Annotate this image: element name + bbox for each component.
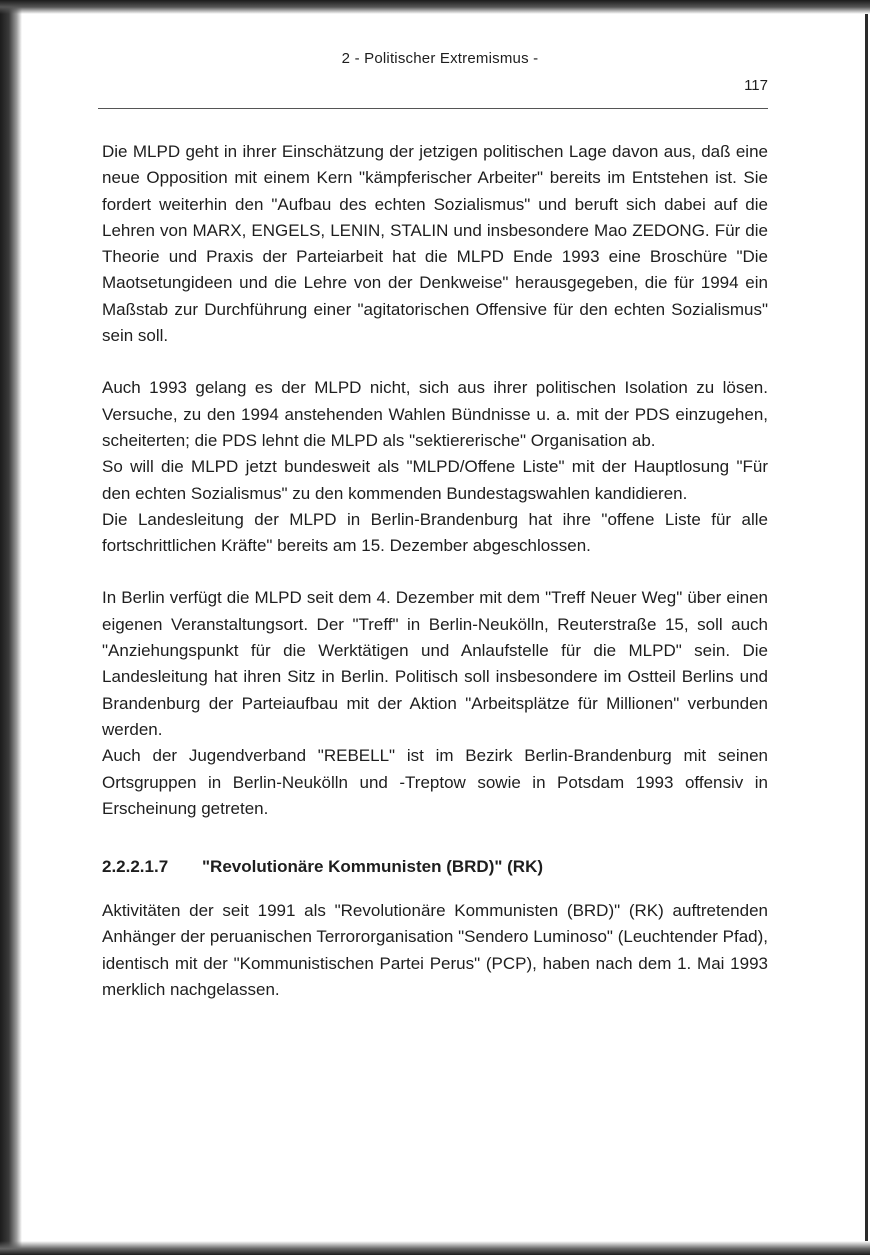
paragraph: In Berlin verfügt die MLPD seit dem 4. Dezember mit dem "Treff Neuer Weg" über einen eigenen Veranstaltungsort. Der "Treff" in Berlin-Neukölln, Reuterstraße 15, soll auch "Anziehungspunkt für die Werktätigen und Anlaufstelle für die MLPD" sein. Die Landesleitung hat ihren Sitz in Berlin. Politisch soll insbesondere im Ostteil Berlins und Brandenburg der Parteiaufbau mit der Aktion "Arbeitsplätze für Millionen" verbunden werden.	[102, 588, 768, 739]
running-header: 2 - Politischer Extremismus -	[341, 50, 539, 67]
header-rule	[98, 108, 768, 109]
section-number: 2.2.2.1.7	[102, 857, 169, 877]
page-number: 117	[744, 77, 768, 94]
scan-shadow-bottom	[0, 1241, 870, 1255]
section-heading	[102, 854, 768, 880]
section-title: "Revolutionäre Kommunisten (BRD)" (RK)	[202, 857, 544, 877]
paragraph: So will die MLPD jetzt bundesweit als "MLPD/Offene Liste" mit der Hauptlosung "Für den echten Sozialismus" zu den kommenden Bundestagswahlen kandidieren.	[102, 457, 768, 503]
scan-edge-right	[865, 14, 868, 1241]
paragraph: Auch 1993 gelang es der MLPD nicht, sich aus ihrer politischen Isolation zu lösen. Versuche, zu den 1994 anstehenden Wahlen Bündnisse u. a. mit der PDS einzugehen, scheiterten; die PDS lehnt die MLPD als "sektiererische" Organisation ab.	[102, 378, 768, 450]
scan-shadow-left	[0, 0, 22, 1255]
paragraph: Die MLPD geht in ihrer Einschätzung der jetzigen politischen Lage davon aus, daß eine neue Opposition mit einem Kern "kämpferischer Arbeiter" bereits im Entstehen ist. Sie fordert weiterhin den "Aufbau des echten Sozialismus" und beruft sich dabei auf die Lehren von MARX, ENGELS, LENIN, STALIN und insbesondere Mao ZEDONG. Für die Theorie und Praxis der Parteiarbeit hat die MLPD Ende 1993 eine Broschüre "Die Maotsetungideen und die Lehre von der Denkweise" herausgegeben, die für 1994 ein Maßstab zur Durchführung einer "agitatorischen Offensive für den echten Sozialismus" sein soll.	[102, 142, 768, 346]
scan-shadow-top	[0, 0, 870, 14]
paragraph: Die Landesleitung der MLPD in Berlin-Brandenburg hat ihre "offene Liste für alle fortschrittlichen Kräfte" bereits am 15. Dezember abgeschlossen.	[102, 509, 768, 556]
paragraph: Aktivitäten der seit 1991 als "Revolutionäre Kommunisten (BRD)" (RK) auftretenden Anhänger der peruanischen Terrororganisation "Sendero Luminoso" (Leuchtender Pfad), identisch mit der "Kommunistischen Partei Perus" (PCP), haben nach dem 1. Mai 1993 merklich nachgelassen.	[102, 901, 768, 1000]
paragraph: Auch der Jugendverband "REBELL" ist im Bezirk Berlin-Brandenburg mit seinen Ortsgruppen in Berlin-Neukölln und -Treptow sowie in Potsdam 1993 offensiv in Erscheinung getreten.	[102, 746, 768, 818]
body-text	[102, 139, 768, 1003]
